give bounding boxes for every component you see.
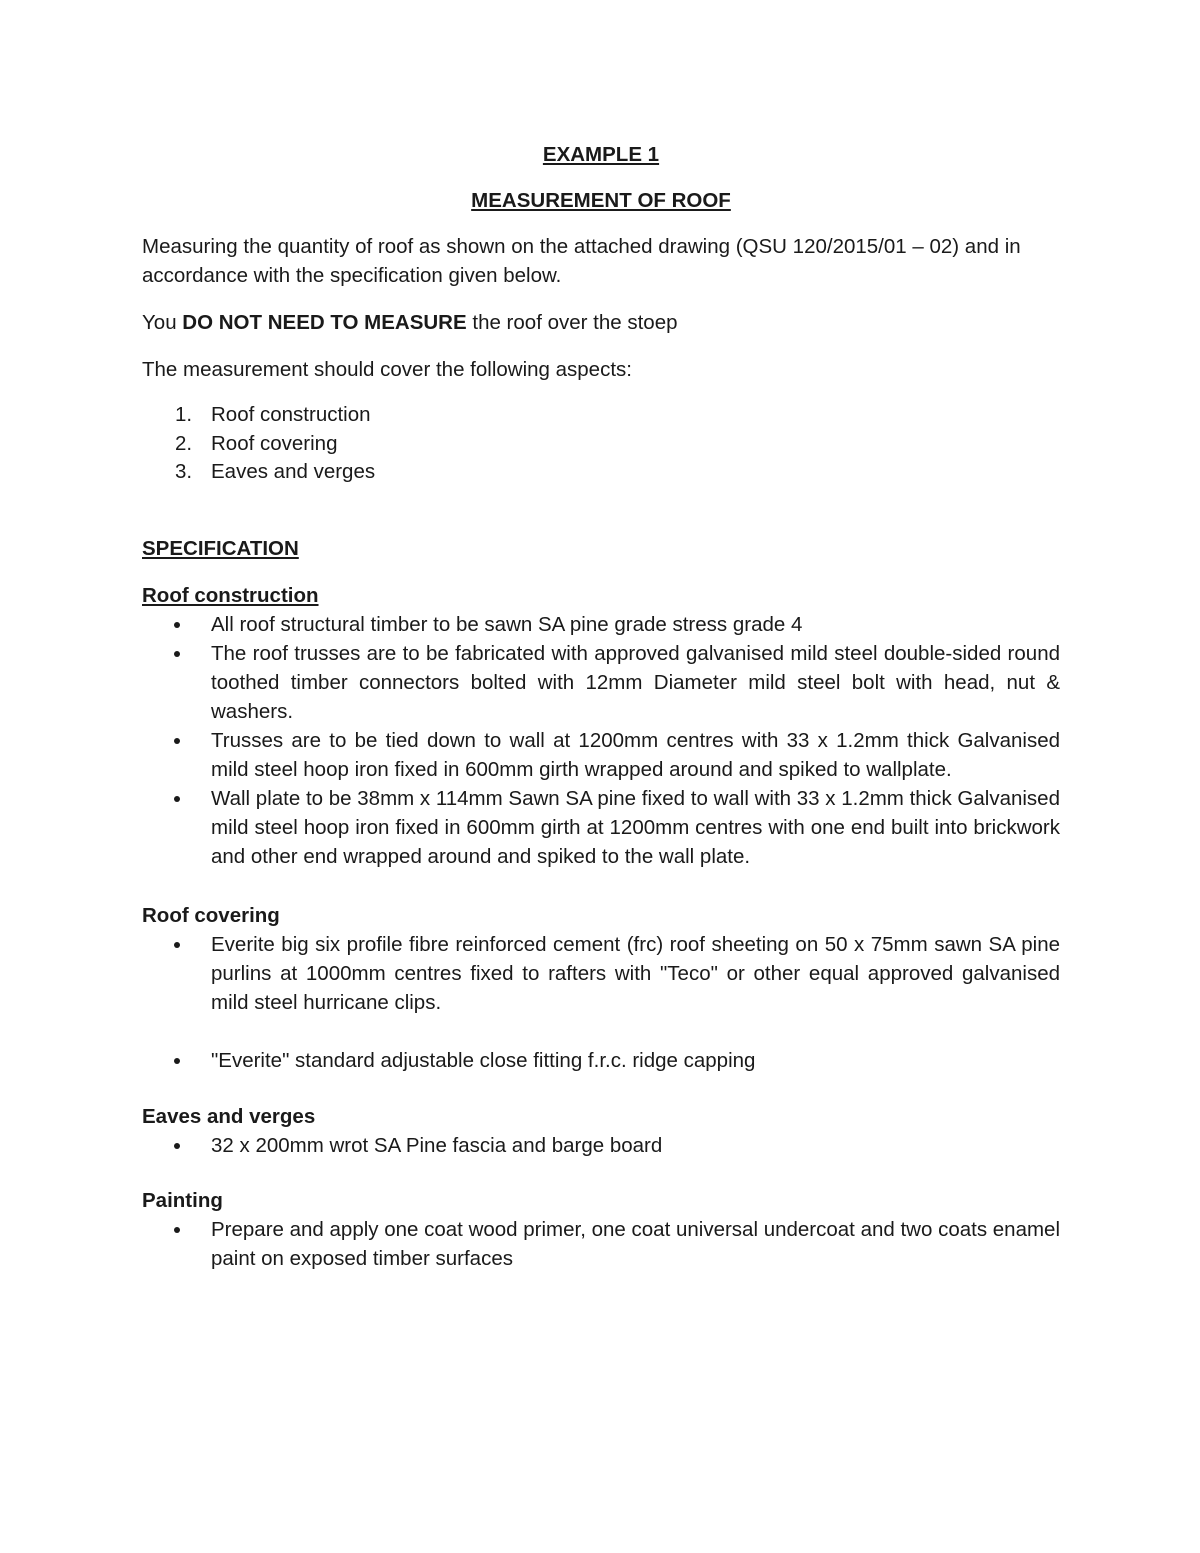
list-item xyxy=(142,430,1060,459)
list-item-label: Roof construction xyxy=(211,403,371,426)
eaves-verges-heading: Eaves and verges xyxy=(142,1104,316,1128)
example-title: EXAMPLE 1 xyxy=(542,143,660,166)
list-item-text: All roof structural timber to be sawn SA pine grade stress grade 4 xyxy=(211,612,803,636)
bullet-icon xyxy=(174,1143,180,1149)
aspects-list xyxy=(142,401,1060,487)
main-title: MEASUREMENT OF ROOF xyxy=(471,189,731,212)
list-item-label: Roof covering xyxy=(211,431,338,455)
roof-construction-list xyxy=(142,610,1060,871)
list-item xyxy=(142,784,1060,871)
bullet-icon xyxy=(174,622,180,628)
list-item xyxy=(142,401,1060,430)
list-item-text: Everite big six profile fibre reinforced cement (frc) roof sheeting on 50 x 75mm sawn SA pine purlins at 1000mm centres fixed to rafters with "Teco" or other equal approved galvanised mild steel hurricane clips. xyxy=(211,932,1060,1014)
roof-covering-list xyxy=(142,930,1060,1075)
list-item xyxy=(142,726,1060,784)
bullet-icon xyxy=(174,1227,180,1233)
list-item-text: Wall plate to be 38mm x 114mm Sawn SA pine fixed to wall with 33 x 1.2mm thick Galvanised mild steel hoop iron fixed in 600mm girth at 1200mm centres with one end built into brickwork and other end wrapped around and spiked to the wall plate. xyxy=(211,786,1060,868)
list-item-text: Trusses are to be tied down to wall at 1200mm centres with 33 x 1.2mm thick Galvanised mild steel hoop iron fixed in 600mm girth wrapped around and spiked to wallplate. xyxy=(211,728,1060,781)
document-page xyxy=(142,140,1060,1273)
roof-construction-heading: Roof construction xyxy=(142,583,319,607)
roof-covering-heading: Roof covering xyxy=(142,903,280,927)
bullet-icon xyxy=(174,1058,180,1064)
list-number: 3. xyxy=(175,460,193,483)
notice-line xyxy=(142,308,1060,337)
specification-heading: SPECIFICATION xyxy=(142,536,299,560)
notice-prefix: You xyxy=(142,311,183,334)
aspects-lead: The measurement should cover the following aspects: xyxy=(142,358,632,381)
list-item-text: 32 x 200mm wrot SA Pine fascia and barge board xyxy=(211,1133,663,1157)
list-item xyxy=(142,1131,1060,1160)
list-item-label: Eaves and verges xyxy=(211,460,376,483)
list-item xyxy=(142,1215,1060,1273)
eaves-verges-list xyxy=(142,1131,1060,1160)
list-item-text: "Everite" standard adjustable close fitting f.r.c. ridge capping xyxy=(211,1048,756,1072)
bullet-icon xyxy=(174,738,180,744)
bullet-icon xyxy=(174,651,180,657)
list-item xyxy=(142,458,1060,487)
list-item xyxy=(142,610,1060,639)
notice-bold: DO NOT NEED TO MEASURE xyxy=(182,311,467,334)
bullet-icon xyxy=(174,796,180,802)
list-number: 1. xyxy=(175,403,193,426)
intro-paragraph: Measuring the quantity of roof as shown on the attached drawing (QSU 120/2015/01 – 02) and in accordance with the specification given below. xyxy=(142,235,1021,287)
painting-list xyxy=(142,1215,1060,1273)
list-item xyxy=(142,1046,1060,1075)
list-item xyxy=(142,930,1060,1017)
painting-heading: Painting xyxy=(142,1188,223,1212)
list-item xyxy=(142,639,1060,726)
list-number: 2. xyxy=(175,431,193,455)
bullet-icon xyxy=(174,942,180,948)
notice-suffix: the roof over the stoep xyxy=(466,311,678,334)
list-item-text: The roof trusses are to be fabricated with approved galvanised mild steel double-sided round toothed timber connectors bolted with 12mm Diameter mild steel bolt with head, nut & washers. xyxy=(211,641,1060,723)
list-item-text: Prepare and apply one coat wood primer, one coat universal undercoat and two coats enamel paint on exposed timber surfaces xyxy=(211,1217,1060,1270)
